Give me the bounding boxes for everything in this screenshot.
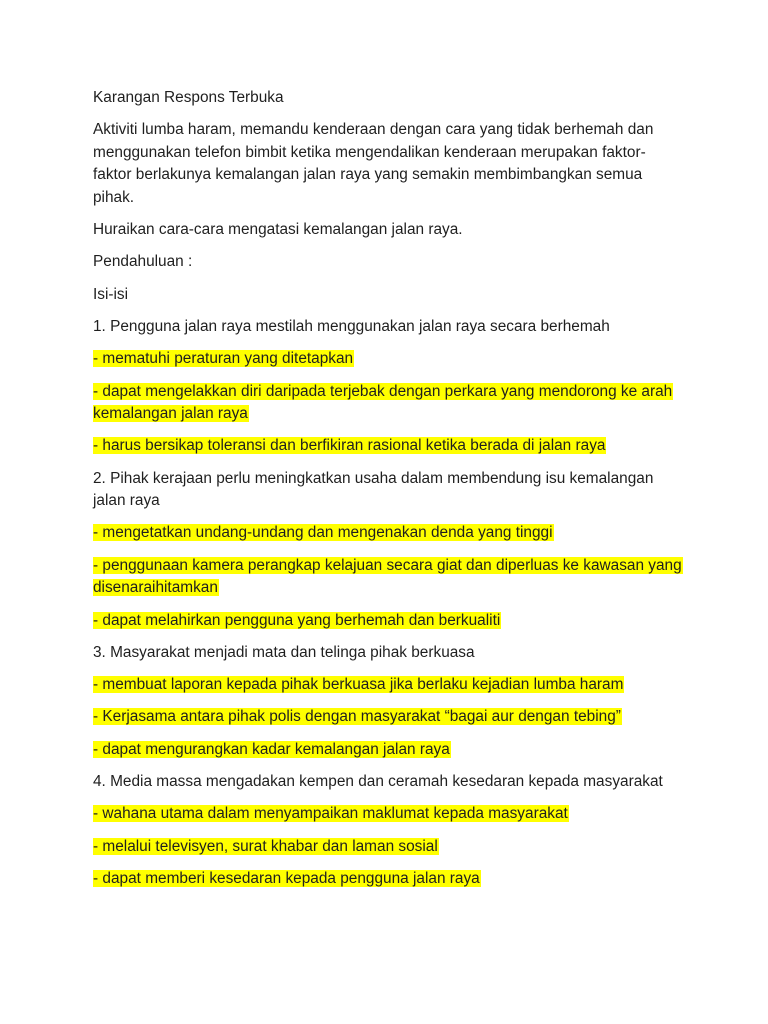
point-heading: 1. Pengguna jalan raya mestilah menggunakan jalan raya secara berhemah (93, 317, 610, 335)
point-detail (93, 381, 683, 426)
question-paragraph: Huraikan cara-cara mengatasi kemalangan jalan raya. (93, 221, 463, 239)
document-body (93, 87, 683, 900)
point-detail (93, 706, 683, 729)
intro-paragraph: Aktiviti lumba haram, memandu kenderaan dengan cara yang tidak berhemah dan menggunakan telefon bimbit ketika mengendalikan kenderaan merupakan faktor-faktor berlakunya kemalangan jalan raya yang semakin membimbangkan semua pihak. (93, 121, 654, 206)
point-detail (93, 610, 683, 633)
point-heading: 3. Masyarakat menjadi mata dan telinga pihak berkuasa (93, 643, 475, 661)
highlighted-text: - dapat mengelakkan diri daripada terjebak dengan perkara yang mendorong ke arah kemalangan jalan raya (93, 382, 673, 423)
point-heading: 2. Pihak kerajaan perlu meningkatkan usaha dalam membendung isu kemalangan jalan raya (93, 469, 654, 510)
point-detail (93, 868, 683, 891)
point-detail (93, 739, 683, 762)
highlighted-text: - dapat memberi kesedaran kepada pengguna jalan raya (93, 869, 480, 887)
highlighted-text: - harus bersikap toleransi dan berfikiran rasional ketika berada di jalan raya (93, 437, 606, 455)
pendahuluan-heading: Pendahuluan : (93, 253, 193, 271)
highlighted-text: - Kerjasama antara pihak polis dengan masyarakat “bagai aur dengan tebing” (93, 708, 621, 726)
point-detail (93, 836, 683, 859)
highlighted-text: - melalui televisyen, surat khabar dan laman sosial (93, 837, 438, 855)
highlighted-text: - mengetatkan undang-undang dan mengenakan denda yang tinggi (93, 524, 553, 542)
highlighted-text: - dapat melahirkan pengguna yang berhemah dan berkualiti (93, 611, 501, 629)
point-detail (93, 522, 683, 545)
point-heading: 4. Media massa mengadakan kempen dan ceramah kesedaran kepada masyarakat (93, 773, 663, 791)
highlighted-text: - penggunaan kamera perangkap kelajuan secara giat dan diperluas ke kawasan yang disenaraihitamkan (93, 556, 682, 597)
highlighted-text: - membuat laporan kepada pihak berkuasa jika berlaku kejadian lumba haram (93, 676, 624, 694)
highlighted-text: - mematuhi peraturan yang ditetapkan (93, 350, 354, 368)
point-detail (93, 555, 683, 600)
point-detail (93, 803, 683, 826)
document-title: Karangan Respons Terbuka (93, 89, 284, 106)
point-detail (93, 674, 683, 697)
isi-heading: Isi-isi (93, 285, 129, 303)
point-detail (93, 435, 683, 458)
highlighted-text: - dapat mengurangkan kadar kemalangan jalan raya (93, 740, 450, 758)
highlighted-text: - wahana utama dalam menyampaikan maklumat kepada masyarakat (93, 805, 568, 823)
point-detail (93, 348, 683, 371)
